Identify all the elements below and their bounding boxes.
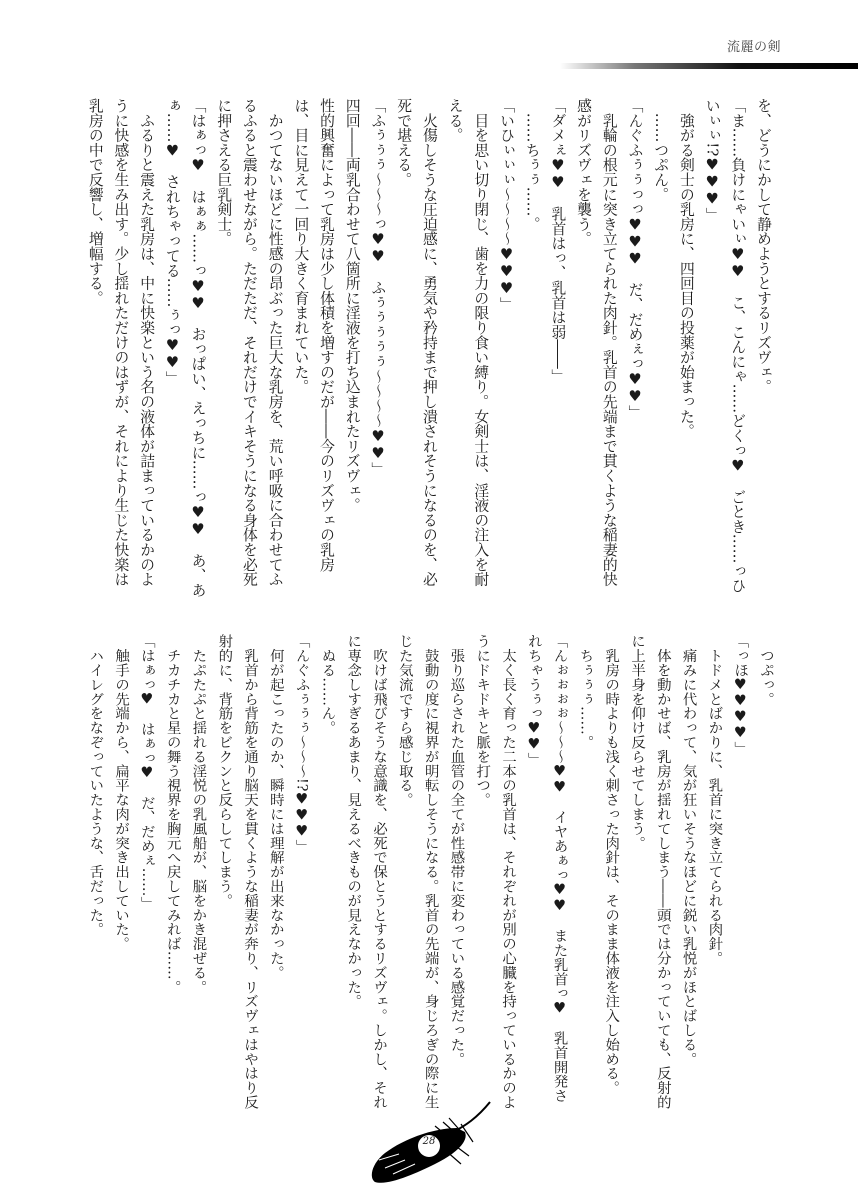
text-line: 「ダメぇ♥♥ 乳首はっ、乳首は弱――」 [549,98,567,384]
text-line: 触手の先端から、扁平な肉が突き出していた。 [113,634,130,951]
text-line: を、どうにかして静めようとするリズヴェ。 [755,98,772,394]
text-line: れちゃうぅっ♥♥」 [525,634,542,767]
text-line: 「んぐふぅぅぅ～～～!?♥♥♥」 [293,634,310,854]
text-line: 「はぁっ♥ はぁっ♥ だ、だめぇ……」 [138,634,155,911]
text-line: 火傷しそうな圧迫感に、勇気や矜持まで押し潰されそうになるのを、必 [420,98,438,587]
text-line: に押さえる巨乳剣士。 [215,98,233,246]
text-line: 感がリズヴェを襲う。 [575,98,593,246]
text-line: 鼓動の度に視界が明転しそうになる。乳首の先端が、身じろぎの際に生 [422,634,439,1110]
text-line: うにドキドキと脈を打つ。 [474,634,491,807]
text-line: 体を動かせば、乳房が揺れてしまう――頭では分かっていても、反射的 [654,634,671,1110]
text-line: 「ま……負けにゃいぃ♥♥ こ、こんにゃ……どくっ♥ ごとき……っひ [729,98,747,593]
text-line: 吹けば飛びそうな意識を、必死で保とうとするリズヴェ。しかし、それ [371,634,388,1110]
text-line: ……つぷん。 [652,98,670,202]
header-rule [560,63,858,69]
text-line: 張り巡らされた血管の全てが性感帯に変わっている感覚だった。 [448,634,465,1066]
text-line: 目を思い切り閉じ、歯を力の限り食い縛り。女剣士は、淫液の注入を耐 [472,98,490,587]
text-block-bottom [78,634,778,1110]
text-line: かつてないほどに性感の昂ぶった巨大な乳房を、荒い呼吸に合わせてふ [266,98,284,587]
text-line: 「んぐふぅぅっっ♥♥♥ だ、だめぇっ♥♥」 [626,98,644,420]
text-line: 死で堪える。 [395,98,413,187]
text-line: ……ちぅぅ……。 [523,98,541,232]
text-line: 「はぁっ♥ はぁぁ……っ♥♥ おっぱい、えっちに……っ♥♥ あ、あ [189,98,207,598]
text-line: 「っほ♥♥♥♥」 [732,634,749,756]
text-line: 太く長く育った二本の乳首は、それぞれが別の心臓を持っているかのよ [500,634,517,1110]
text-line: いぃぃ!?♥♥♥」 [703,98,721,223]
text-line: 「んぉぉぉぉ～～～♥♥ イヤあぁっ♥♥ また乳首っ♥ 乳首開発さ [551,634,568,1103]
text-line: 乳房の中で反響し、増幅する。 [86,98,104,306]
text-line: トドメとばかりに、乳首に突き立てられる肉針。 [706,634,723,966]
text-line: 強がる剣士の乳房に、四回目の投薬が始まった。 [677,98,695,439]
page-number: 28 [422,1136,436,1147]
text-line: つぷっ。 [758,634,774,706]
text-line: 何が起こったのか、瞬時には理解が出来なかった。 [267,634,284,980]
text-line: チカチカと星の舞う視界を胸元へ戻してみれば……。 [164,634,181,994]
text-line: 痛みに代わって、気が狂いそうなほどに鋭い乳悦がほとばしる。 [680,634,697,1066]
text-line: ちぅぅぅ……。 [577,634,594,750]
running-title: 流麗の剣 [727,40,782,55]
text-line: 乳首から背筋を通り脳天を貫くような稲妻が奔り、リズヴェはやはり反 [242,634,259,1110]
text-line: うに快感を生み出す。少し揺れただけのはずが、それにより生じた快楽は [112,98,130,587]
text-line: は、目に見えて一回り大きく育まれていた。 [292,98,310,394]
text-line: に上半身を仰け反らせてしまう。 [629,634,646,850]
text-line: たぷたぷと揺れる淫悦の乳風船が、脳をかき混ぜる。 [190,634,207,994]
text-line: るふると震わせながら。ただただ、それだけでイキそうになる身体を必死 [240,98,258,587]
text-line: 射的に、背筋をビクンと反らしてしまう。 [216,634,233,908]
text-line: じた気流ですら感じ取る。 [396,634,413,807]
text-line: ぬる……ん。 [319,634,336,735]
text-block-top [82,98,776,598]
text-line: ふるりと震えた乳房は、中に快楽という名の液体が詰まっているかのよ [138,98,156,587]
text-line: 「ふぅぅぅ～～～っ♥♥ ふぅぅぅぅぅ～～～～♥♥」 [369,98,387,477]
text-line: に専念しすぎるあまり、見えるべきものが見えなかった。 [345,634,362,1009]
text-line: 乳輪の根元に突き立てられた肉針。乳首の先端まで貫くような稲妻的快 [600,98,618,587]
text-line: 四回――両乳合わせて八箇所に淫液を打ち込まれたリズヴェ。 [343,98,361,513]
text-line: 「いひぃぃぃ～～～～♥♥♥」 [497,98,515,312]
text-line: 性的興奮によって乳房は少し体積を増すのだが――今のリズヴェの乳房 [318,98,336,572]
text-line: える。 [446,98,464,143]
text-line: ぁ……♥ されちゃってる……ぅっ♥♥」 [163,98,181,386]
text-line: 乳房の時よりも浅く刺さった肉針は、そのまま体液を注入し始める。 [603,634,620,1095]
text-line: ハイレグをなぞっていたような、舌だった。 [87,634,104,937]
